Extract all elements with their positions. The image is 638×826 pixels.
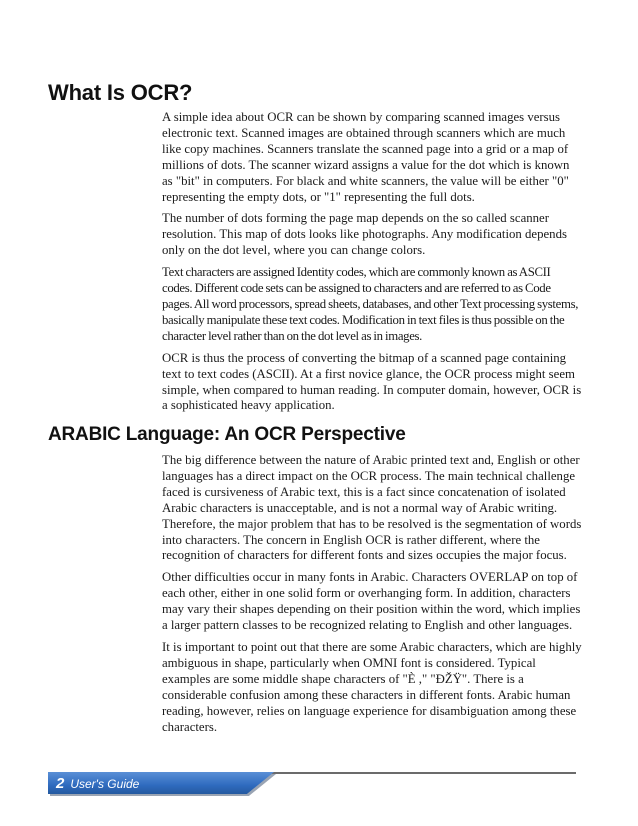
- footer-label: User's Guide: [70, 777, 140, 791]
- paragraph: OCR is thus the process of converting the bitmap of a scanned page containing text to text codes (ASCII). At a first novice glance, the OCR process might seem simple, when compared to human reading. In computer domain, however, OCR is a sophisticated heavy application.: [162, 350, 582, 413]
- paragraph: The big difference between the nature of Arabic printed text and, English or other languages has a direct impact on the OCR process. The main technical challenge faced is cursiveness of Arabic text, this is a fact since concatenation of isolated Arabic characters is unacceptable, and is not a normal way of Arabic writing. Therefore, the major problem that has to be resolved is the segmentation of words into characters. The concern in English OCR is rather different, where the recognition of characters for different fonts and sizes occupies the major focus.: [162, 453, 582, 563]
- paragraph: A simple idea about OCR can be shown by comparing scanned images versus electronic text. Scanned images are obtained through scanners which are much like copy machines. Scanners translate the scanned page into a grid or a map of millions of dots. The scanner wizard assigns a value for the dot which is known as "bit" in computers. For black and white scanners, the value will be either "0" representing the empty dots, or "1" representing the full dots.: [162, 110, 570, 204]
- footer-text: [56, 775, 139, 793]
- section-body-arabic-language: [162, 453, 582, 741]
- page-footer: [48, 772, 576, 796]
- footer-divider: [253, 772, 576, 774]
- paragraph: It is important to point out that there are some Arabic characters, which are highly ambiguous in shape, particularly when OMNI font is considered. Typical examples are some middle shape characters of "È ," "ÐŽŸ". There is a considerable confusion among these characters in different fonts. Arabic human reading, however, relies on language experience for disambiguation among these characters.: [162, 639, 582, 734]
- page-number: 2: [56, 775, 65, 792]
- paragraph: The number of dots forming the page map depends on the so called scanner resolution. This map of dots looks like photographs. Any modification depends only on the dot level, where you can change colors.: [162, 211, 567, 258]
- paragraph: Text characters are assigned Identity codes, which are commonly known as ASCII codes. Different code sets can be assigned to characters and are referred to as Code pages. All word processors, spread sheets, databases, and other Text processing systems, basically manipulate these text codes. Modification in text files is thus possible on the character level rather than on the dot level as in images.: [162, 265, 579, 343]
- paragraph: Other difficulties occur in many fonts in Arabic. Characters OVERLAP on top of each other, either in one solid form or overhanging form. In addition, characters may vary their shapes depending on their position within the word, which implies a larger pattern classes to be recognized relating to English and other languages.: [162, 570, 581, 633]
- section-title-what-is-ocr: What Is OCR?: [48, 80, 193, 105]
- section-body-what-is-ocr: [162, 110, 582, 420]
- section-title-arabic-language: ARABIC Language: An OCR Perspective: [48, 424, 406, 445]
